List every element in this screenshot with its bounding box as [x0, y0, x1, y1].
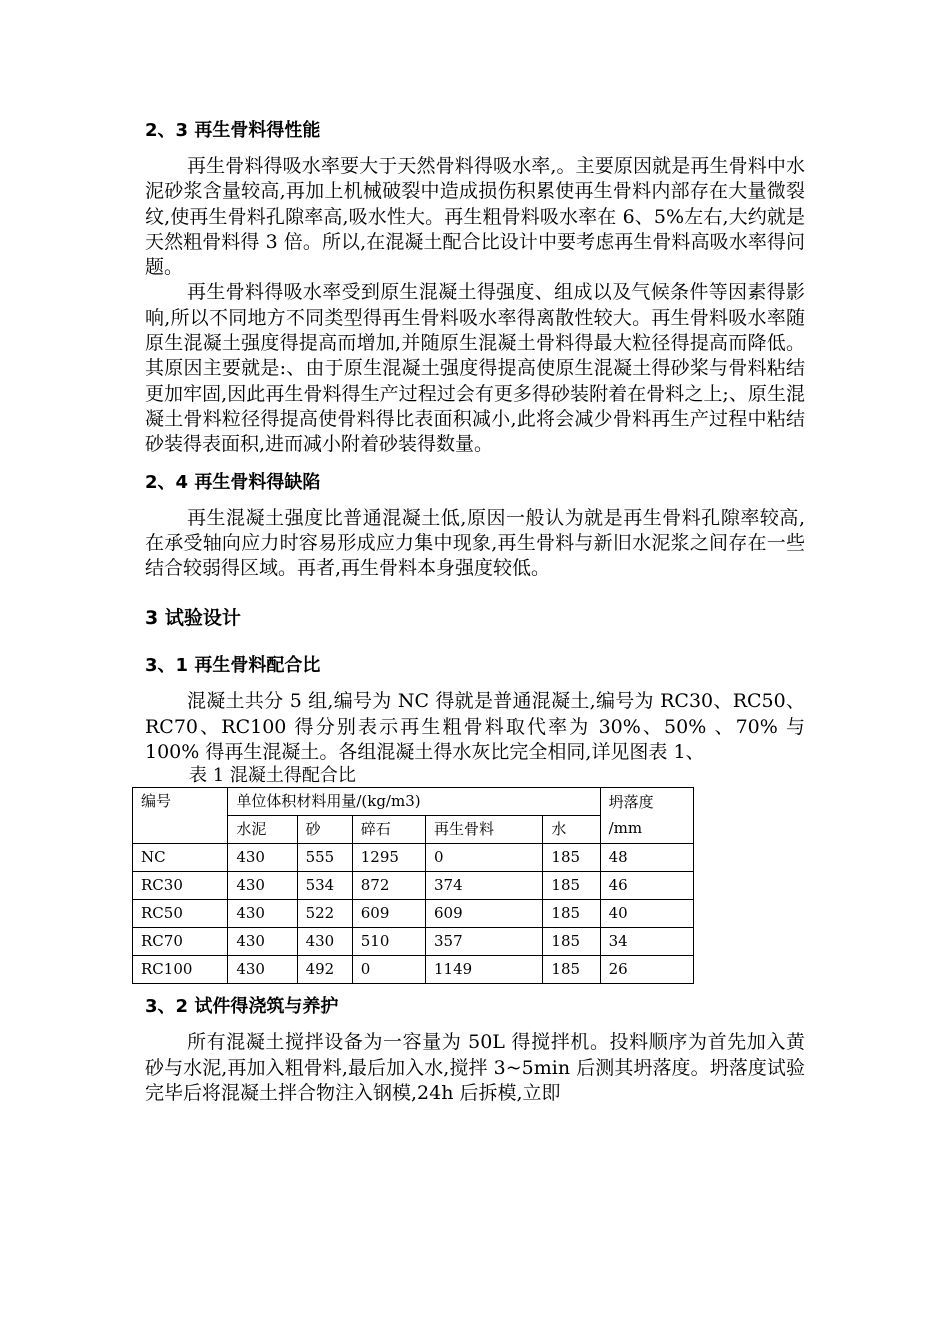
cell-cement: 430: [228, 928, 297, 956]
cell-water: 185: [543, 872, 600, 900]
section-3-2-heading: 3、2 试件得浇筑与养护: [145, 996, 339, 1018]
cell-slump: 48: [600, 844, 693, 872]
mix-proportion-table: [132, 787, 694, 984]
section-2-4-heading: 2、4 再生骨料得缺陷: [145, 471, 321, 493]
table-row: [133, 928, 694, 956]
cell-gravel: 1295: [352, 844, 425, 872]
table-caption: 表 1 混凝土得配合比: [189, 765, 356, 787]
section-3-2-paragraph: 所有混凝土搅拌设备为一容量为 50L 得搅拌机。投料顺序为首先加入黄砂与水泥,再加入粗骨料,最后加入水,搅拌 3~5min 后测其坍落度。坍落度试验完毕后将混凝土拌合物注入钢模,24h 后拆模,立即: [145, 1031, 805, 1104]
cell-cement: 430: [228, 844, 297, 872]
section-2-3-heading: 2、3 再生骨料得性能: [145, 120, 321, 141]
document-page: [141, 118, 805, 1106]
cell-slump: 40: [600, 900, 693, 928]
cell-sand: 492: [297, 956, 352, 984]
section-2-3-paragraph-2: 再生骨料得吸水率受到原生混凝土得强度、组成以及气候条件等因素得影响,所以不同地方不同类型得再生骨料吸水率得离散性较大。再生骨料吸水率随原生混凝土强度得提高而增加,并随原生混凝土骨料得最大粒径得提高而降低。其原因主要就是:、由于原生混凝土强度得提高使原生混凝土得砂桨与骨料粘结更加牢固,因此再生骨料得生产过程过会有更多得砂装附着在骨料之上;、原生混凝土骨料粒径得提高使骨料得比表面积减小,此将会减少骨料再生产过程中粘结砂装得表面积,进而减小附着砂装得数量。: [145, 281, 805, 456]
header-sand: 砂: [297, 816, 352, 844]
table-row: [133, 872, 694, 900]
header-cement: 水泥: [228, 816, 297, 844]
header-gravel: 碎石: [352, 816, 425, 844]
cell-cement: 430: [228, 956, 297, 984]
cell-sand: 555: [297, 844, 352, 872]
cell-gravel: 872: [352, 872, 425, 900]
table-row: [133, 844, 694, 872]
section-2-3-paragraph-1: 再生骨料得吸水率要大于天然骨料得吸水率,。主要原因就是再生骨料中水泥砂浆含量较高,再加上机械破裂中造成损伤积累使再生骨料内部存在大量微裂纹,使再生骨料孔隙率高,吸水性大。再生粗骨料吸水率在 6、5%左右,大约就是天然粗骨料得 3 倍。所以,在混凝土配合比设计中要考虑再生骨料高吸水率得问题。: [145, 155, 805, 279]
cell-recycled: 609: [426, 900, 543, 928]
header-slump: [600, 788, 693, 844]
cell-id: RC100: [133, 956, 228, 984]
cell-gravel: 609: [352, 900, 425, 928]
cell-sand: 534: [297, 872, 352, 900]
section-2-4-paragraph: 再生混凝土强度比普通混凝土低,原因一般认为就是再生骨料孔隙率较高,在承受轴向应力时容易形成应力集中现象,再生骨料与新旧水泥浆之间存在一些结合较弱得区域。再者,再生骨料本身强度较低。: [145, 506, 805, 580]
header-id: 编号: [133, 788, 228, 844]
header-slump-label: 坍落度: [608, 793, 654, 812]
cell-slump: 26: [600, 956, 693, 984]
cell-cement: 430: [228, 900, 297, 928]
header-water: 水: [543, 816, 600, 844]
section-3-1-paragraph: 混凝土共分 5 组,编号为 NC 得就是普通混凝土,编号为 RC30、RC50、RC70、RC100 得分别表示再生粗骨料取代率为 30%、50% 、70% 与 100% 得再生混凝土。各组混凝土得水灰比完全相同,详见图表 1、: [145, 690, 805, 764]
cell-water: 185: [543, 844, 600, 872]
section-3-1-heading: 3、1 再生骨料配合比: [145, 655, 321, 677]
cell-water: 185: [543, 956, 600, 984]
cell-recycled: 0: [426, 844, 543, 872]
cell-id: RC50: [133, 900, 228, 928]
cell-slump: 46: [600, 872, 693, 900]
header-slump-unit: /mm: [608, 819, 643, 838]
table-header-row: [133, 788, 694, 816]
table-row: [133, 900, 694, 928]
cell-id: NC: [133, 844, 228, 872]
cell-recycled: 374: [426, 872, 543, 900]
cell-id: RC30: [133, 872, 228, 900]
header-material-group: 单位体积材料用量/(kg/m3): [228, 788, 600, 816]
cell-cement: 430: [228, 872, 297, 900]
cell-id: RC70: [133, 928, 228, 956]
cell-recycled: 357: [426, 928, 543, 956]
cell-gravel: 510: [352, 928, 425, 956]
cell-recycled: 1149: [426, 956, 543, 984]
cell-water: 185: [543, 928, 600, 956]
cell-slump: 34: [600, 928, 693, 956]
cell-gravel: 0: [352, 956, 425, 984]
cell-water: 185: [543, 900, 600, 928]
cell-sand: 430: [297, 928, 352, 956]
header-recycled-aggregate: 再生骨料: [426, 816, 543, 844]
table-row: [133, 956, 694, 984]
section-3-heading: 3 试验设计: [145, 607, 241, 630]
cell-sand: 522: [297, 900, 352, 928]
